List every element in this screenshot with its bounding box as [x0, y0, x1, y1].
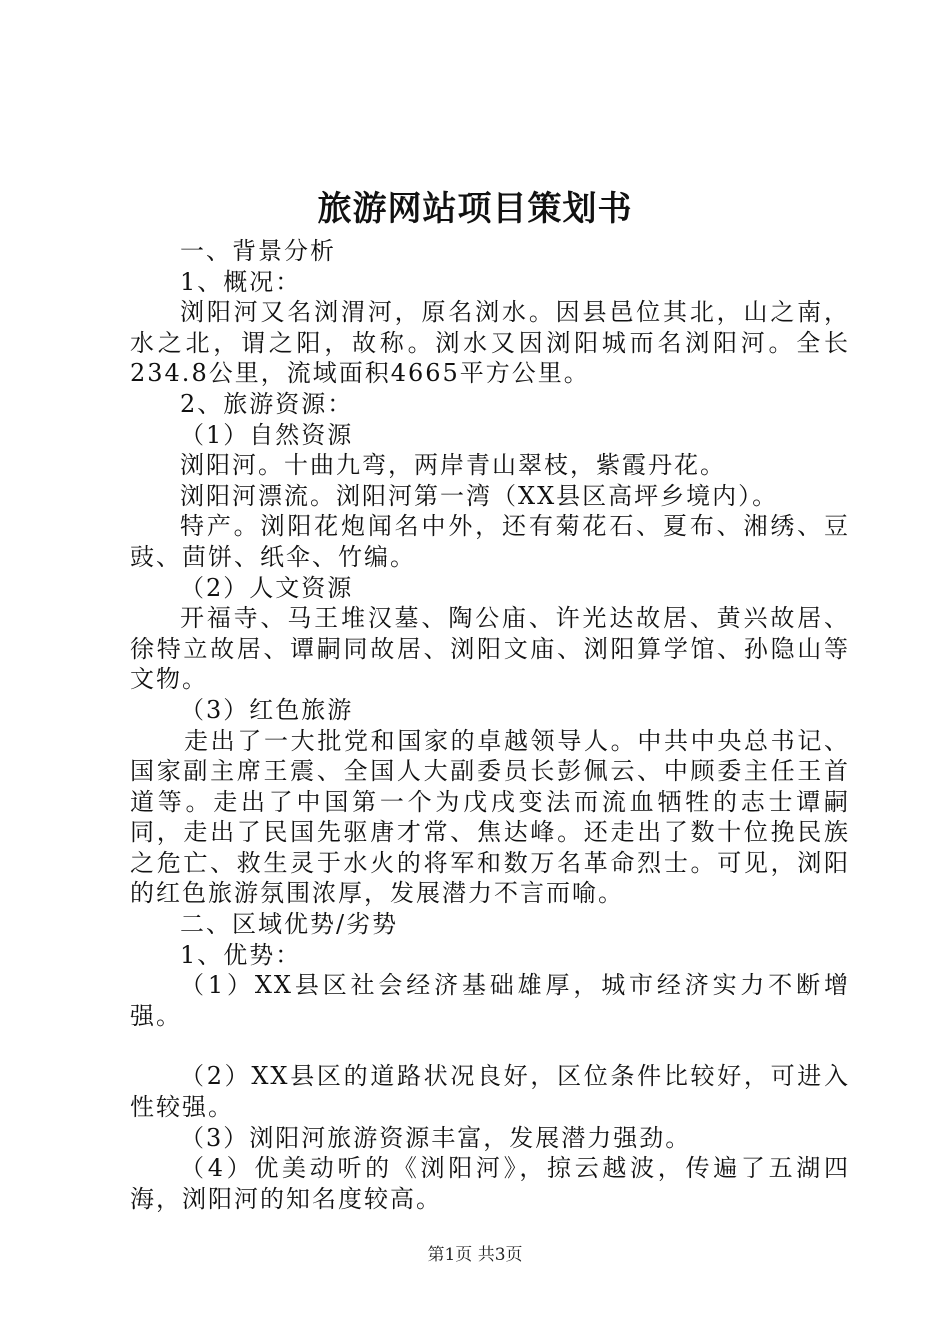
paragraph: 浏阳河又名浏渭河，原名浏水。因县邑位其北，山之南，水之北，谓之阳，故称。浏水又因浏阳城而名浏阳河。全长234.8公里，流域面积4665平方公里。	[130, 298, 850, 388]
item-heading: （2）人文资源	[180, 573, 354, 602]
document-title: 旅游网站项目策划书	[317, 189, 633, 229]
section-heading: 一、背景分析	[180, 237, 336, 265]
document-body	[130, 236, 850, 1214]
subsection-heading: 2、旅游资源：	[180, 389, 354, 418]
paragraph: 走出了一大批党和国家的卓越领导人。中共中央总书记、国家副主席王震、全国人大副委员长彭佩云、中顾委主任王首道等。走出了中国第一个为戊戌变法而流血牺牲的志士谭嗣同，走出了民国先驱唐才常、焦达峰。还走出了数十位挽民族之危亡、救生灵于水火的将军和数万名革命烈士。可见，浏阳的红色旅游氛围浓厚，发展潜力不言而喻。	[130, 726, 850, 908]
list-item: （4）优美动听的《浏阳河》，掠云越波，传遍了五湖四海，浏阳河的知名度较高。	[130, 1154, 850, 1213]
list-item: （2）XX县区的道路状况良好，区位条件比较好，可进入性较强。	[130, 1062, 850, 1122]
paragraph: 浏阳河。十曲九弯，两岸青山翠枝，紫霞丹花。	[180, 451, 726, 480]
paragraph: 浏阳河漂流。浏阳河第一湾（XX县区高坪乡境内）。	[180, 481, 779, 510]
paragraph: 开福寺、马王堆汉墓、陶公庙、许光达故居、黄兴故居、徐特立故居、谭嗣同故居、浏阳文庙、浏阳算学馆、孙隐山等文物。	[130, 604, 850, 694]
item-heading: （1）自然资源	[180, 420, 354, 449]
list-item: （1）XX县区社会经济基础雄厚，城市经济实力不断增强。	[130, 971, 850, 1030]
subsection-heading: 1、概况：	[180, 267, 302, 296]
section-heading: 二、区域优势/劣势	[180, 910, 399, 939]
paragraph: 特产。浏阳花炮闻名中外，还有菊花石、夏布、湘绣、豆豉、茴饼、纸伞、竹编。	[130, 512, 850, 571]
blank-line	[130, 1031, 850, 1061]
list-item: （3）浏阳河旅游资源丰富，发展潜力强劲。	[180, 1123, 692, 1152]
subsection-heading: 1、优势：	[180, 940, 302, 969]
page-number-footer: 第1页 共3页	[427, 1245, 523, 1265]
item-heading: （3）红色旅游	[180, 695, 354, 724]
